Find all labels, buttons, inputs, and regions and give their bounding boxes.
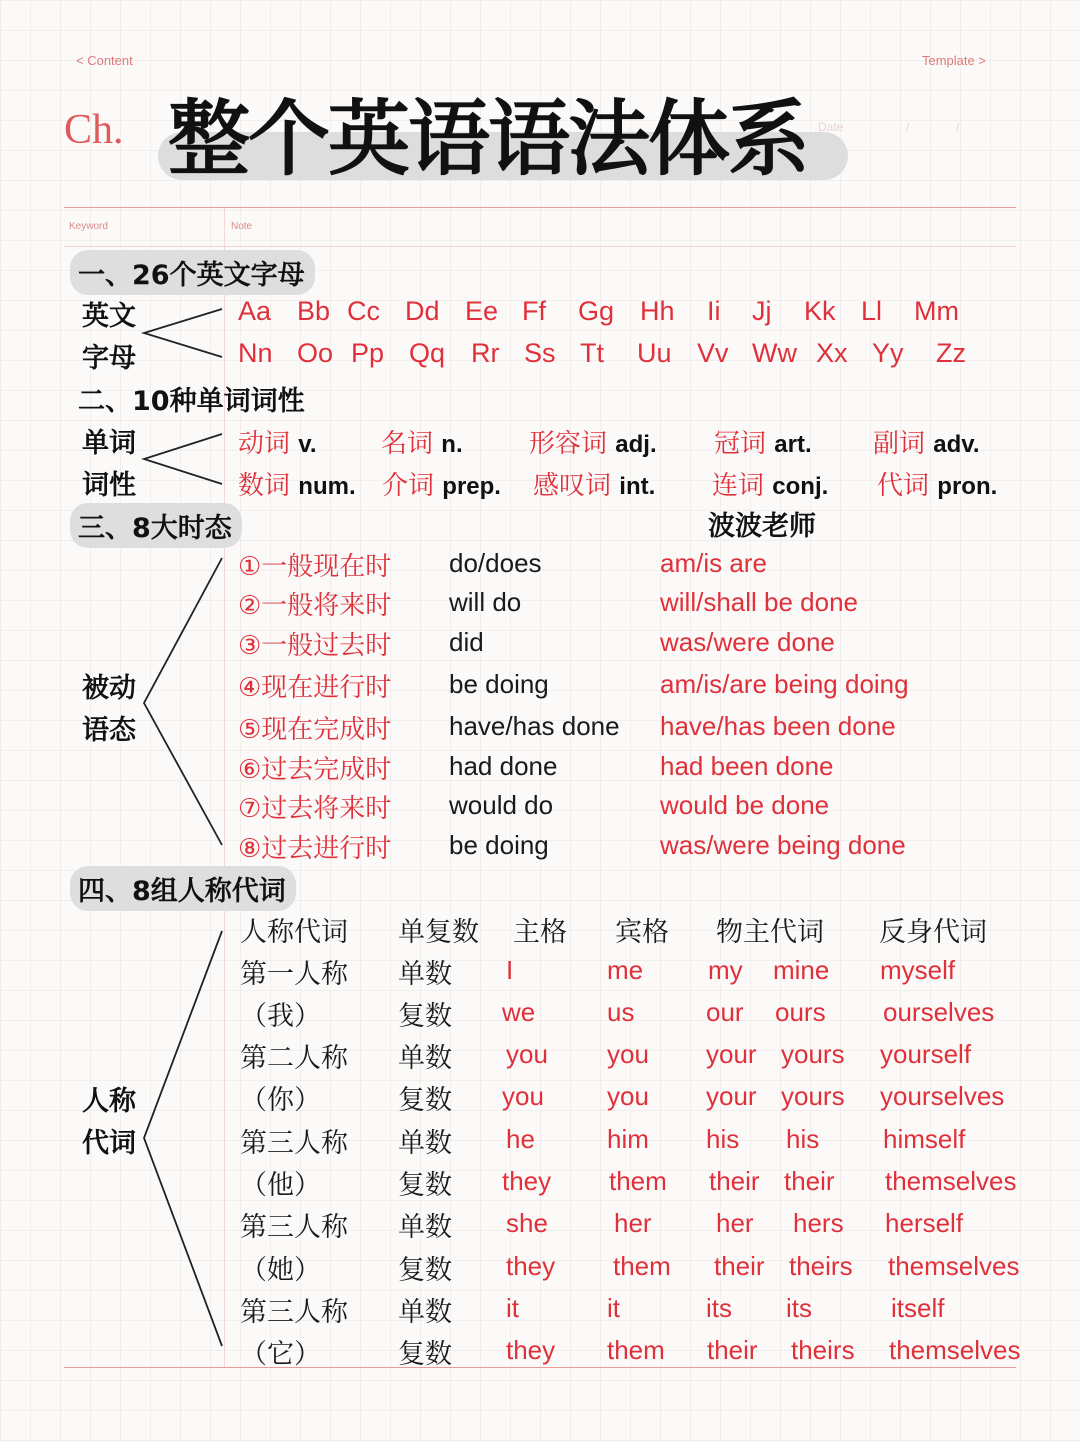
- footer-divider: [64, 1367, 1016, 1368]
- subject-cell: they: [506, 1335, 556, 1365]
- person-cell: 第二人称: [240, 1043, 348, 1074]
- reflexive-cell: himself: [883, 1124, 966, 1154]
- letter-pair: Ww: [752, 338, 797, 368]
- number-cell: 复数: [398, 1170, 452, 1201]
- tense-passive-form: am/is/are being doing: [660, 669, 909, 699]
- letter-pair: Nn: [238, 338, 273, 368]
- letter-pair: Yy: [872, 338, 904, 368]
- letter-pair: Ll: [861, 296, 883, 326]
- possessive-pronoun-cell: theirs: [791, 1335, 855, 1365]
- column-header: 反身代词: [879, 917, 987, 948]
- letter-pair: Zz: [936, 338, 966, 368]
- column-header: 单复数: [398, 917, 479, 948]
- letter-pair: Ee: [465, 296, 499, 326]
- object-cell: you: [607, 1039, 649, 1069]
- letter-pair: Hh: [640, 296, 675, 326]
- section-heading-pos: 二、10种单词词性: [78, 386, 305, 417]
- pos-item: 代词 pron.: [877, 471, 998, 501]
- possessive-pronoun-cell: their: [784, 1166, 835, 1196]
- pos-item: 介词 prep.: [382, 471, 501, 501]
- letter-pair: Aa: [238, 296, 272, 326]
- subject-cell: he: [506, 1124, 535, 1154]
- pos-item: 形容词 adj.: [529, 429, 657, 459]
- subject-cell: they: [506, 1251, 556, 1281]
- person-cell: （它）: [240, 1339, 321, 1370]
- letter-pair: Tt: [580, 338, 604, 368]
- tense-active-form: would do: [449, 790, 554, 820]
- tense-active-form: have/has done: [449, 711, 620, 741]
- possessive-adjective-cell: her: [716, 1208, 754, 1238]
- reflexive-cell: themselves: [889, 1335, 1021, 1365]
- letter-pair: Ss: [524, 338, 556, 368]
- person-cell: 第三人称: [240, 1212, 348, 1243]
- tenses-bracket: [142, 555, 226, 849]
- letter-pair: Uu: [637, 338, 672, 368]
- letter-pair: Mm: [914, 296, 959, 326]
- pronouns-bracket: [142, 928, 226, 1350]
- reflexive-cell: yourselves: [880, 1081, 1005, 1111]
- letters-label-line1: 英文: [82, 301, 136, 332]
- possessive-pronoun-cell: hers: [793, 1208, 844, 1238]
- pos-item: 名词 n.: [381, 429, 463, 459]
- content-nav-link[interactable]: < Content: [76, 53, 133, 68]
- object-cell: them: [609, 1166, 667, 1196]
- pronouns-label-line2: 代词: [82, 1128, 136, 1159]
- page-title: 整个英语语法体系: [168, 92, 809, 187]
- pos-label-line2: 词性: [82, 470, 136, 501]
- number-cell: 单数: [398, 1212, 452, 1243]
- reflexive-cell: itself: [891, 1293, 945, 1323]
- tense-name: ⑤现在完成时: [238, 715, 392, 745]
- possessive-adjective-cell: his: [706, 1124, 740, 1154]
- letter-pair: Cc: [347, 296, 380, 326]
- pos-item: 动词 v.: [238, 429, 317, 459]
- tense-name: ③一般过去时: [238, 631, 392, 661]
- letter-pair: Rr: [471, 338, 500, 368]
- object-cell: it: [607, 1293, 620, 1323]
- subject-cell: it: [506, 1293, 519, 1323]
- letter-pair: Gg: [578, 296, 615, 326]
- object-cell: you: [607, 1081, 649, 1111]
- tense-name: ①一般现在时: [238, 552, 392, 582]
- reflexive-cell: themselves: [888, 1251, 1020, 1281]
- possessive-pronoun-cell: yours: [781, 1039, 845, 1069]
- number-cell: 单数: [398, 1043, 452, 1074]
- possessive-pronoun-cell: its: [786, 1293, 812, 1323]
- tense-passive-form: am/is are: [660, 548, 767, 578]
- object-cell: us: [607, 997, 635, 1027]
- tenses-label-line2: 语态: [82, 715, 136, 746]
- letter-pair: Ff: [522, 296, 546, 326]
- column-header: 人称代词: [240, 917, 348, 948]
- possessive-adjective-cell: their: [714, 1251, 765, 1281]
- subject-cell: you: [502, 1081, 544, 1111]
- number-cell: 复数: [398, 1001, 452, 1032]
- tense-name: ⑥过去完成时: [238, 755, 392, 785]
- possessive-pronoun-cell: ours: [775, 997, 826, 1027]
- reflexive-cell: themselves: [885, 1166, 1017, 1196]
- tense-passive-form: have/has been done: [660, 711, 896, 741]
- possessive-pronoun-cell: mine: [773, 955, 830, 985]
- object-cell: him: [607, 1124, 649, 1154]
- possessive-adjective-cell: your: [706, 1081, 757, 1111]
- tense-passive-form: had been done: [660, 751, 834, 781]
- chapter-logo: Ch.: [64, 107, 124, 153]
- letter-pair: Qq: [409, 338, 446, 368]
- possessive-pronoun-cell: his: [786, 1124, 820, 1154]
- letter-pair: Ii: [707, 296, 721, 326]
- date-slash-2: /: [956, 120, 960, 134]
- possessive-adjective-cell: my: [708, 955, 743, 985]
- letter-pair: Vv: [697, 338, 729, 368]
- pos-item: 数词 num.: [238, 471, 356, 501]
- column-header: 物主代词: [716, 917, 824, 948]
- reflexive-cell: ourselves: [883, 997, 995, 1027]
- subject-cell: I: [506, 955, 514, 985]
- number-cell: 复数: [398, 1255, 452, 1286]
- tense-active-form: be doing: [449, 669, 549, 699]
- possessive-adjective-cell: your: [706, 1039, 757, 1069]
- column-header: 宾格: [615, 917, 669, 948]
- letter-pair: Kk: [804, 296, 836, 326]
- tense-name: ②一般将来时: [238, 591, 392, 621]
- keyword-row-divider: [64, 246, 1016, 247]
- number-cell: 单数: [398, 1128, 452, 1159]
- subject-cell: we: [502, 997, 536, 1027]
- tense-active-form: did: [449, 627, 484, 657]
- letter-pair: Bb: [297, 296, 331, 326]
- tense-passive-form: would be done: [660, 790, 830, 820]
- object-cell: her: [614, 1208, 652, 1238]
- tense-active-form: will do: [449, 587, 522, 617]
- pronouns-label-line1: 人称: [82, 1086, 136, 1117]
- tense-name: ⑧过去进行时: [238, 834, 392, 864]
- date-slash-1: /: [906, 120, 910, 134]
- number-cell: 复数: [398, 1339, 452, 1370]
- person-cell: （你）: [240, 1085, 321, 1116]
- letter-pair: Xx: [816, 338, 848, 368]
- author-name: 波波老师: [708, 511, 816, 542]
- section-heading-pronouns: 四、8组人称代词: [70, 866, 296, 911]
- date-label: Date: [818, 120, 844, 134]
- letters-label-line2: 字母: [82, 343, 136, 374]
- template-nav-link[interactable]: Template >: [922, 53, 986, 68]
- possessive-pronoun-cell: theirs: [789, 1251, 853, 1281]
- tense-passive-form: was/were being done: [660, 830, 906, 860]
- subject-cell: they: [502, 1166, 552, 1196]
- pos-item: 副词 adv.: [873, 429, 980, 459]
- possessive-adjective-cell: its: [706, 1293, 732, 1323]
- reflexive-cell: yourself: [880, 1039, 972, 1069]
- letter-pair: Dd: [405, 296, 440, 326]
- object-cell: them: [607, 1335, 665, 1365]
- possessive-pronoun-cell: yours: [781, 1081, 845, 1111]
- possessive-adjective-cell: our: [706, 997, 744, 1027]
- pos-item: 感叹词 int.: [533, 471, 656, 501]
- keyword-label: Keyword: [69, 221, 108, 232]
- reflexive-cell: herself: [885, 1208, 964, 1238]
- number-cell: 复数: [398, 1085, 452, 1116]
- pos-label-line1: 单词: [82, 428, 136, 459]
- pos-bracket: [142, 430, 226, 488]
- tenses-label-line1: 被动: [82, 673, 136, 704]
- possessive-adjective-cell: their: [707, 1335, 758, 1365]
- letter-pair: Oo: [297, 338, 334, 368]
- person-cell: 第三人称: [240, 1297, 348, 1328]
- reflexive-cell: myself: [880, 955, 956, 985]
- person-cell: （她）: [240, 1255, 321, 1286]
- pos-item: 连词 conj.: [712, 471, 829, 501]
- column-header: 主格: [513, 917, 567, 948]
- tense-active-form: do/does: [449, 548, 542, 578]
- number-cell: 单数: [398, 1297, 452, 1328]
- section-heading-letters: 一、26个英文字母: [70, 250, 315, 295]
- tense-name: ④现在进行时: [238, 673, 392, 703]
- person-cell: 第三人称: [240, 1128, 348, 1159]
- letter-pair: Jj: [752, 296, 772, 326]
- person-cell: （他）: [240, 1170, 321, 1201]
- number-cell: 单数: [398, 959, 452, 990]
- possessive-adjective-cell: their: [709, 1166, 760, 1196]
- object-cell: them: [613, 1251, 671, 1281]
- tense-active-form: be doing: [449, 830, 549, 860]
- object-cell: me: [607, 955, 644, 985]
- header-divider: [64, 207, 1016, 208]
- tense-name: ⑦过去将来时: [238, 794, 392, 824]
- pos-item: 冠词 art.: [714, 429, 812, 459]
- person-cell: 第一人称: [240, 959, 348, 990]
- person-cell: （我）: [240, 1001, 321, 1032]
- tense-active-form: had done: [449, 751, 558, 781]
- tense-passive-form: will/shall be done: [660, 587, 859, 617]
- letters-bracket: [142, 305, 226, 361]
- subject-cell: you: [506, 1039, 548, 1069]
- subject-cell: she: [506, 1208, 548, 1238]
- note-label: Note: [231, 221, 253, 232]
- tense-passive-form: was/were done: [660, 627, 835, 657]
- section-heading-tenses: 三、8大时态: [70, 503, 242, 548]
- letter-pair: Pp: [351, 338, 385, 368]
